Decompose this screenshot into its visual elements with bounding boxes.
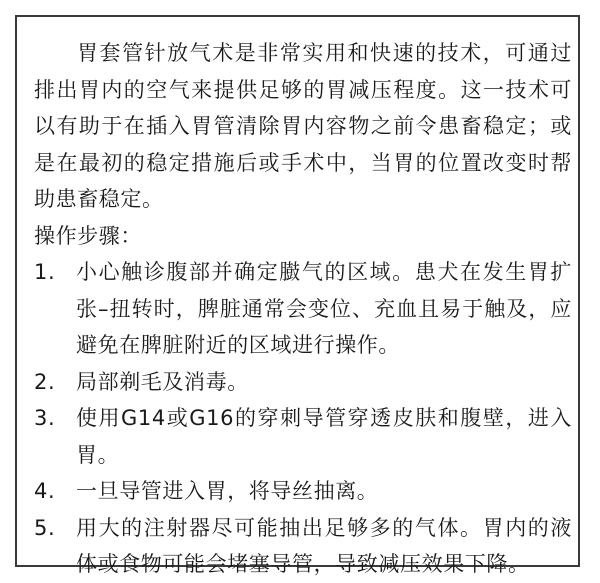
step-3 [34, 400, 572, 473]
intro-paragraph: 胃套管针放气术是非常实用和快速的技术，可通过排出胃内的空气来提供足够的胃减压程度。这一技术可以有助于在插入胃管清除胃内容物之前令患畜稳定；或是在最初的稳定措施后或手术中，当胃的位置改变时帮助患畜稳定。 [34, 41, 572, 211]
step-4 [34, 473, 572, 510]
step-text: 使用G14或G16的穿刺导管穿透皮肤和腹壁，进入胃。 [76, 406, 572, 467]
procedure-steps [34, 254, 572, 583]
step-number: 2. [34, 369, 56, 394]
step-number: 5. [34, 515, 56, 540]
step-1 [34, 254, 572, 364]
step-text: 用大的注射器尽可能抽出足够多的气体。胃内的液体或食物可能会堵塞导管，导致减压效果下降。 [76, 515, 572, 576]
step-number: 1. [34, 260, 56, 284]
step-number: 3. [34, 406, 56, 430]
step-text: 小心触诊腹部并确定臌气的区域。患犬在发生胃扩张–扭转时，脾脏通常会变位、充血且易于触及，应避免在脾脏附近的区域进行操作。 [76, 260, 572, 357]
step-text: 一旦导管进入胃，将导丝抽离。 [76, 479, 379, 503]
text-content [34, 35, 572, 583]
procedure-heading: 操作步骤： [34, 223, 142, 248]
step-2 [34, 364, 572, 401]
step-5 [34, 510, 572, 583]
step-text: 局部剃毛及消毒。 [76, 369, 249, 394]
step-number: 4. [34, 479, 56, 503]
text-box [15, 15, 580, 576]
